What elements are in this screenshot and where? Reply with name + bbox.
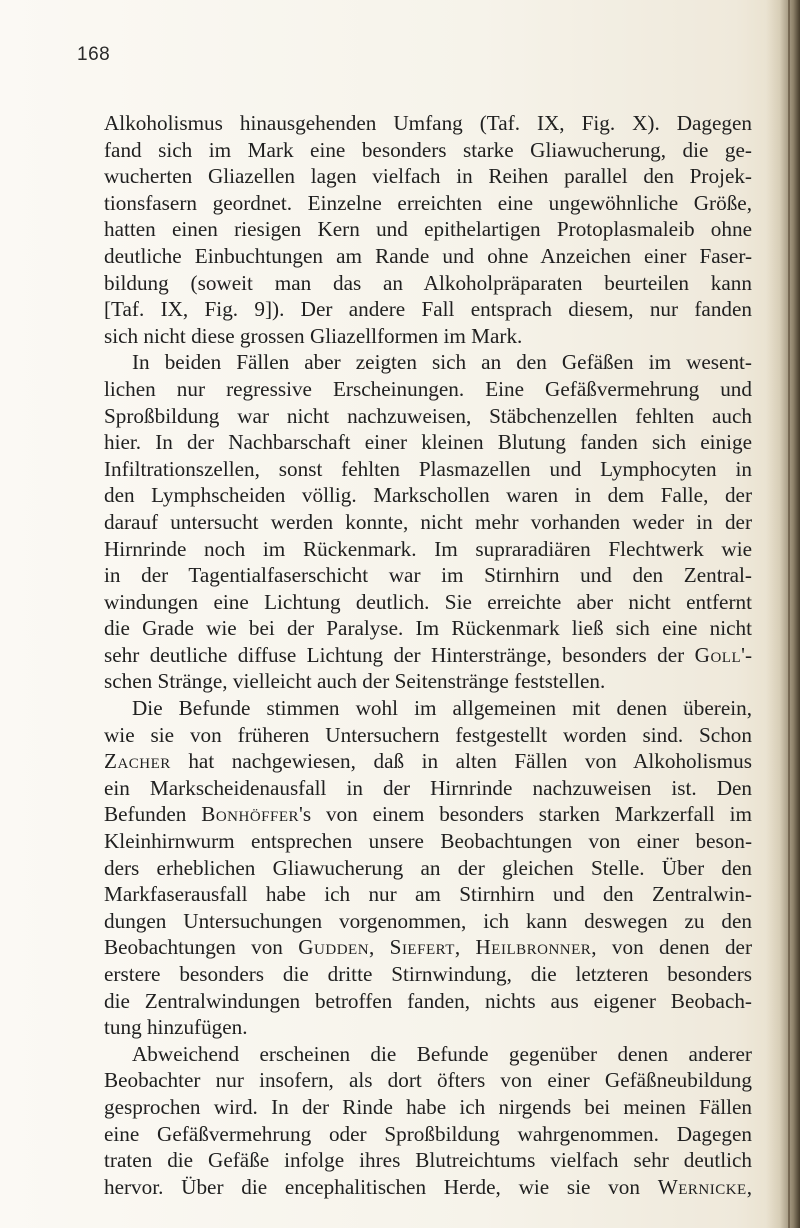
text-line: erstere besonders die dritte Stirnwindung, die letzteren besonders <box>104 962 752 986</box>
text-line: hier. In der Nachbarschaft einer kleinen Blutung fanden sich einige <box>104 430 752 455</box>
text-line: Alkoholismus hinausgehenden Umfang (Taf. IX, Fig. X). Dagegen <box>104 111 752 135</box>
text-line: sehr deutliche diffuse Lichtung der Hinterstränge, besonders der Goll'- <box>104 642 752 667</box>
text-line: hervor. Über die encephalitischen Herde, wie sie von Wernicke, <box>104 1174 752 1199</box>
text-line: tung hinzufügen. <box>104 1015 248 1040</box>
text-line: in der Tagentialfaserschicht war im Stirnhirn und den Zentral- <box>104 563 752 588</box>
text-line: die Zentralwindungen betroffen fanden, nichts aus eigener Beobach- <box>104 988 752 1013</box>
author-name: Gudden <box>298 935 370 960</box>
text-line: Beobachtungen von Gudden, Siefert, Heilbronner, von denen der <box>104 935 752 960</box>
text-line: fand sich im Mark eine besonders starke Gliawucherung, die ge- <box>104 137 752 162</box>
text-line: In beiden Fällen aber zeigten sich an den Gefäßen im wesent- <box>132 350 752 375</box>
text-line: deutliche Einbuchtungen am Rande und ohne Anzeichen einer Faser- <box>104 243 752 268</box>
text-line: wucherten Gliazellen lagen vielfach in Reihen parallel den Projek- <box>104 164 752 189</box>
page-edge-shadow <box>766 0 800 1228</box>
text-line: Befunden Bonhöffer's von einem besonders starken Markzerfall im <box>104 802 752 827</box>
text-line: bildung (soweit man das an Alkoholpräparaten beurteilen kann <box>104 270 752 295</box>
text-line: eine Gefäßvermehrung oder Sproßbildung wahrgenommen. Dagegen <box>104 1121 752 1146</box>
text-line: Beobachter nur insofern, als dort öfters von einer Gefäßneubildung <box>104 1068 752 1093</box>
text-line: Abweichend erscheinen die Befunde gegenüber denen anderer <box>132 1041 752 1066</box>
text-line: [Taf. IX, Fig. 9]). Der andere Fall entsprach diesem, nur fanden <box>104 297 752 322</box>
text-line: darauf untersucht werden konnte, nicht mehr vorhanden weder in der <box>104 509 752 534</box>
author-name: Siefert <box>389 935 455 960</box>
text-line: ders erheblichen Gliawucherung an der gleichen Stelle. Über den <box>104 855 752 880</box>
text-line: schen Stränge, vielleicht auch der Seitenstränge feststellen. <box>104 669 606 694</box>
author-name: Bonhöffer <box>201 802 300 827</box>
text-line: tionsfasern geordnet. Einzelne erreichten eine ungewöhnliche Größe, <box>104 190 752 215</box>
author-name: Zacher <box>104 749 171 774</box>
text-line: traten die Gefäße infolge ihres Blutreichtums vielfach sehr deutlich <box>104 1148 752 1173</box>
body-text <box>104 110 752 1200</box>
text-line: hatten einen riesigen Kern und epithelartigen Protoplasmaleib ohne <box>104 217 752 242</box>
text-line: wie sie von früheren Untersuchern festgestellt worden sind. Schon <box>104 722 752 747</box>
text-line: Zacher hat nachgewiesen, daß in alten Fällen von Alkoholismus <box>104 749 752 774</box>
text-line: Hirnrinde noch im Rückenmark. Im supraradiären Flechtwerk wie <box>104 536 752 561</box>
text-line: ein Markscheidenausfall in der Hirnrinde nachzuweisen ist. Den <box>104 775 752 800</box>
author-name: Goll <box>694 642 742 667</box>
author-name: Wernicke <box>657 1174 747 1199</box>
text-line: Die Befunde stimmen wohl im allgemeinen mit denen überein, <box>132 696 752 721</box>
text-line: sich nicht diese grossen Gliazellformen im Mark. <box>104 323 523 348</box>
page-number: 168 <box>77 44 111 65</box>
text-line: Infiltrationszellen, sonst fehlten Plasmazellen und Lymphocyten in <box>104 456 752 481</box>
text-line: Kleinhirnwurm entsprechen unsere Beobachtungen von einer beson- <box>104 829 752 854</box>
page-edge-line <box>788 0 790 1228</box>
text-line: gesprochen wird. In der Rinde habe ich nirgends bei meinen Fällen <box>104 1094 752 1119</box>
text-line: lichen nur regressive Erscheinungen. Eine Gefäßvermehrung und <box>104 376 752 401</box>
text-line: die Grade wie bei der Paralyse. Im Rückenmark ließ sich eine nicht <box>104 616 752 641</box>
author-name: Heilbronner <box>475 935 592 960</box>
text-line: Sproßbildung war nicht nachzuweisen, Stäbchenzellen fehlten auch <box>104 403 752 428</box>
text-line: Markfaserausfall habe ich nur am Stirnhirn und den Zentralwin- <box>104 882 752 907</box>
text-line: windungen eine Lichtung deutlich. Sie erreichte aber nicht entfernt <box>104 589 752 614</box>
text-line: dungen Untersuchungen vorgenommen, ich kann deswegen zu den <box>104 908 752 933</box>
text-line: den Lymphscheiden völlig. Markschollen waren in dem Falle, der <box>104 483 752 508</box>
